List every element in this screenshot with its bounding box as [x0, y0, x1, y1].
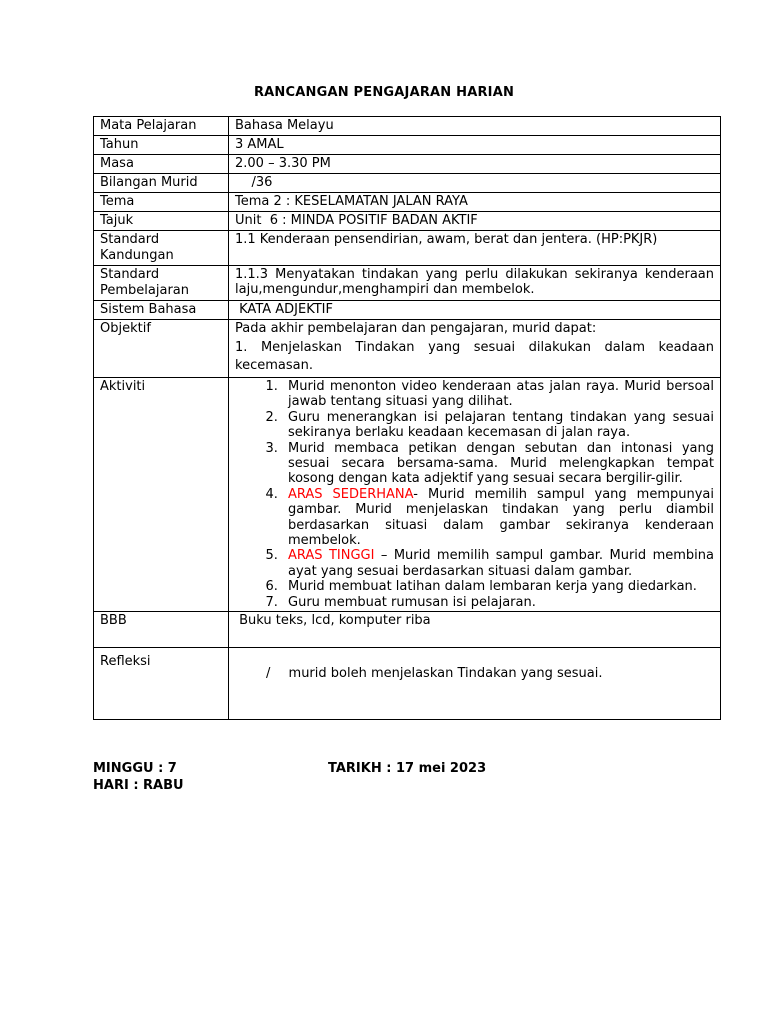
year-label: Tahun — [94, 136, 229, 155]
objective-value — [229, 320, 721, 378]
activity-item — [282, 410, 714, 441]
day-label: HARI : RABU — [93, 778, 184, 793]
activity-level-highlight: ARAS TINGGI — [288, 548, 375, 564]
activity-item — [282, 595, 714, 610]
language-system-label: Sistem Bahasa — [94, 301, 229, 320]
content-standard-label-line1: Standard — [100, 232, 160, 247]
students-value: /36 — [229, 174, 721, 193]
table-row — [94, 648, 721, 720]
table-row — [94, 378, 721, 612]
activity-text: Guru membuat rumusan isi pelajaran. — [288, 594, 536, 610]
activities-list — [235, 379, 714, 610]
table-row — [94, 231, 721, 266]
activity-text: Murid membuat latihan dalam lembaran kerja yang diedarkan. — [288, 579, 697, 595]
objective-item: 1. Menjelaskan Tindakan yang sesuai dilakukan dalam keadaan kecemasan. — [235, 340, 714, 373]
table-row — [94, 117, 721, 136]
activity-item — [282, 487, 714, 549]
table-row — [94, 612, 721, 648]
activity-item — [282, 579, 714, 594]
table-row — [94, 212, 721, 231]
activities-value — [229, 378, 721, 612]
theme-value: Tema 2 : KESELAMATAN JALAN RAYA — [229, 193, 721, 212]
table-row — [94, 174, 721, 193]
activity-text: - Murid memilih sampul yang mempunyai gambar. Murid menjelaskan tindakan yang perlu diambil berdasarkan situasi dalam gambar sekiranya kenderaan membelok. — [288, 486, 714, 549]
table-row — [94, 320, 721, 378]
lesson-plan-table — [93, 116, 721, 720]
activity-level-highlight: ARAS SEDERHANA — [288, 486, 414, 502]
table-row — [94, 301, 721, 320]
week-label: MINGGU : 7 — [93, 761, 177, 776]
content-standard-label — [94, 231, 229, 266]
table-row — [94, 155, 721, 174]
bbb-value: Buku teks, lcd, komputer riba — [229, 612, 721, 648]
objective-label: Objektif — [94, 320, 229, 378]
objective-intro: Pada akhir pembelajaran dan pengajaran, murid dapat: — [235, 321, 597, 336]
time-label: Masa — [94, 155, 229, 174]
learning-standard-label-line1: Standard — [100, 267, 160, 282]
reflection-label: Refleksi — [94, 648, 229, 720]
learning-standard-label-line2: Pembelajaran — [100, 283, 189, 298]
reflection-value — [229, 648, 721, 720]
learning-standard-label — [94, 266, 229, 301]
theme-label: Tema — [94, 193, 229, 212]
time-value: 2.00 – 3.30 PM — [229, 155, 721, 174]
table-row — [94, 266, 721, 301]
content-standard-label-line2: Kandungan — [100, 248, 174, 263]
activities-label: Aktiviti — [94, 378, 229, 612]
activity-item — [282, 548, 714, 579]
learning-standard-value: 1.1.3 Menyatakan tindakan yang perlu dilakukan sekiranya kenderaan laju,mengundur,menghampiri dan membelok. — [229, 266, 721, 301]
activity-text: Murid membaca petikan dengan sebutan dan intonasi yang sesuai secara bersama-sama. Murid melengkapkan tempat kosong dengan kata adjektif yang sesuai secara bergilir-gilir. — [288, 440, 714, 487]
topic-label: Tajuk — [94, 212, 229, 231]
date-label: TARIKH : 17 mei 2023 — [328, 761, 487, 776]
activity-text: Murid menonton video kenderaan atas jalan raya. Murid bersoal jawab tentang situasi yang dilihat. — [288, 379, 714, 410]
subject-value: Bahasa Melayu — [229, 117, 721, 136]
table-row — [94, 136, 721, 155]
activity-item — [282, 441, 714, 487]
topic-value: Unit 6 : MINDA POSITIF BADAN AKTIF — [229, 212, 721, 231]
content-standard-value: 1.1 Kenderaan pensendirian, awam, berat dan jentera. (HP:PKJR) — [229, 231, 721, 266]
reflection-mark: / — [266, 666, 271, 682]
students-label: Bilangan Murid — [94, 174, 229, 193]
activity-text: – Murid memilih sampul gambar. Murid membina ayat yang sesuai berdasarkan situasi dalam gambar. — [288, 548, 714, 579]
table-row — [94, 193, 721, 212]
page-title: RANCANGAN PENGAJARAN HARIAN — [253, 85, 515, 100]
activity-text: Guru menerangkan isi pelajaran tentang tindakan yang sesuai sekiranya berlaku keadaan kecemasan di jalan raya. — [288, 409, 714, 441]
reflection-text: murid boleh menjelaskan Tindakan yang sesuai. — [288, 666, 603, 682]
activity-item — [282, 379, 714, 410]
reflection-line — [235, 666, 714, 682]
bbb-label: BBB — [94, 612, 229, 648]
year-value: 3 AMAL — [229, 136, 721, 155]
language-system-value: KATA ADJEKTIF — [229, 301, 721, 320]
subject-label: Mata Pelajaran — [94, 117, 229, 136]
